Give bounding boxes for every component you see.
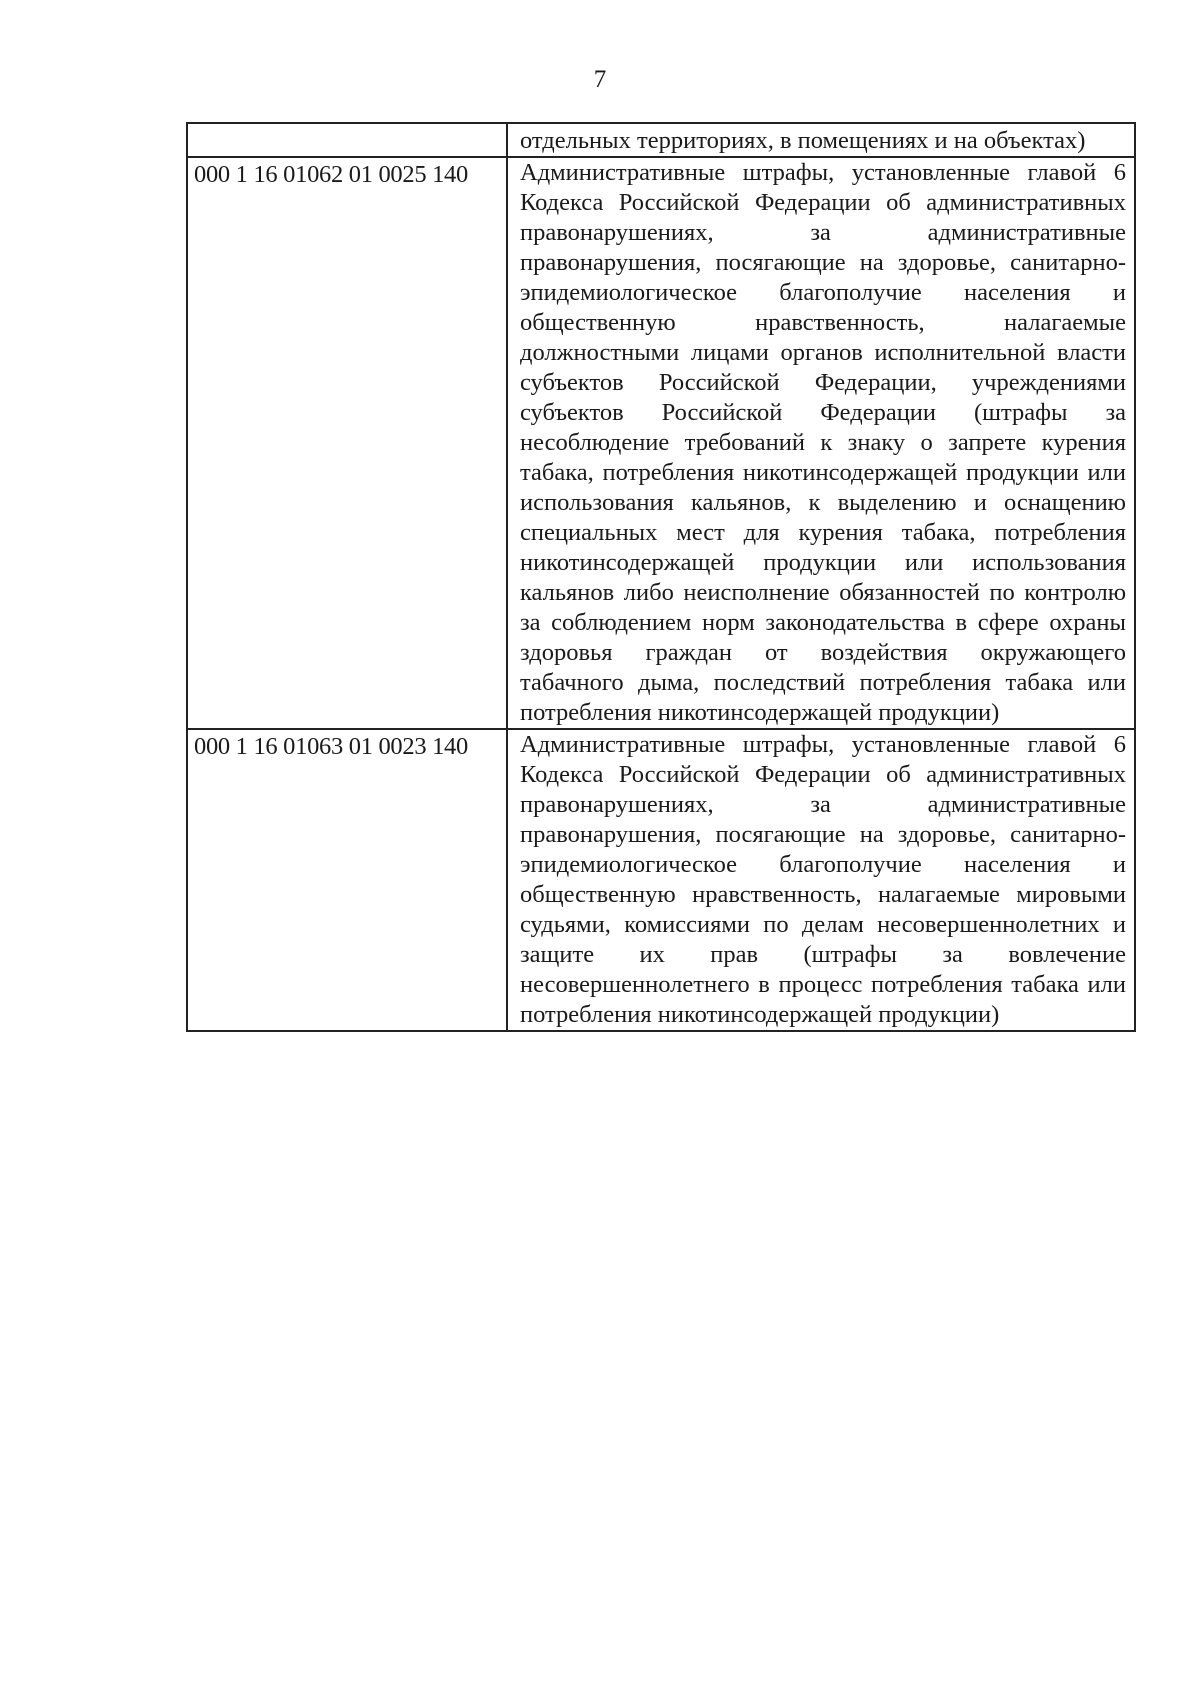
code-cell: 000 1 16 01062 01 0025 140 [187,157,507,729]
description-cell: Административные штрафы, установленные главой 6 Кодекса Российской Федерации об административных правонарушениях, за административные правонарушения, посягающие на здоровье, санитарно-эпидемиологическое благополучие населения и общественную нравственность, налагаемые мировыми судьями, комиссиями по делам несовершеннолетних и защите их прав (штрафы за вовлечение несовершеннолетнего в процесс потребления табака или потребления никотинсодержащей продукции) [507,729,1135,1031]
budget-codes-table [186,122,1136,1032]
code-cell [187,123,507,157]
description-cell: отдельных территориях, в помещениях и на объектах) [507,123,1135,157]
table-row [187,123,1135,157]
table-row [187,157,1135,729]
table-row [187,729,1135,1031]
page-number: 7 [593,66,607,93]
code-cell: 000 1 16 01063 01 0023 140 [187,729,507,1031]
description-cell: Административные штрафы, установленные главой 6 Кодекса Российской Федерации об административных правонарушениях, за административные правонарушения, посягающие на здоровье, санитарно-эпидемиологическое благополучие населения и общественную нравственность, налагаемые должностными лицами органов исполнительной власти субъектов Российской Федерации, учреждениями субъектов Российской Федерации (штрафы за несоблюдение требований к знаку о запрете курения табака, потребления никотинсодержащей продукции или использования кальянов, к выделению и оснащению специальных мест для курения табака, потребления никотинсодержащей продукции или использования кальянов либо неисполнение обязанностей по контролю за соблюдением норм законодательства в сфере охраны здоровья граждан от воздействия окружающего табачного дыма, последствий потребления табака или потребления никотинсодержащей продукции) [507,157,1135,729]
